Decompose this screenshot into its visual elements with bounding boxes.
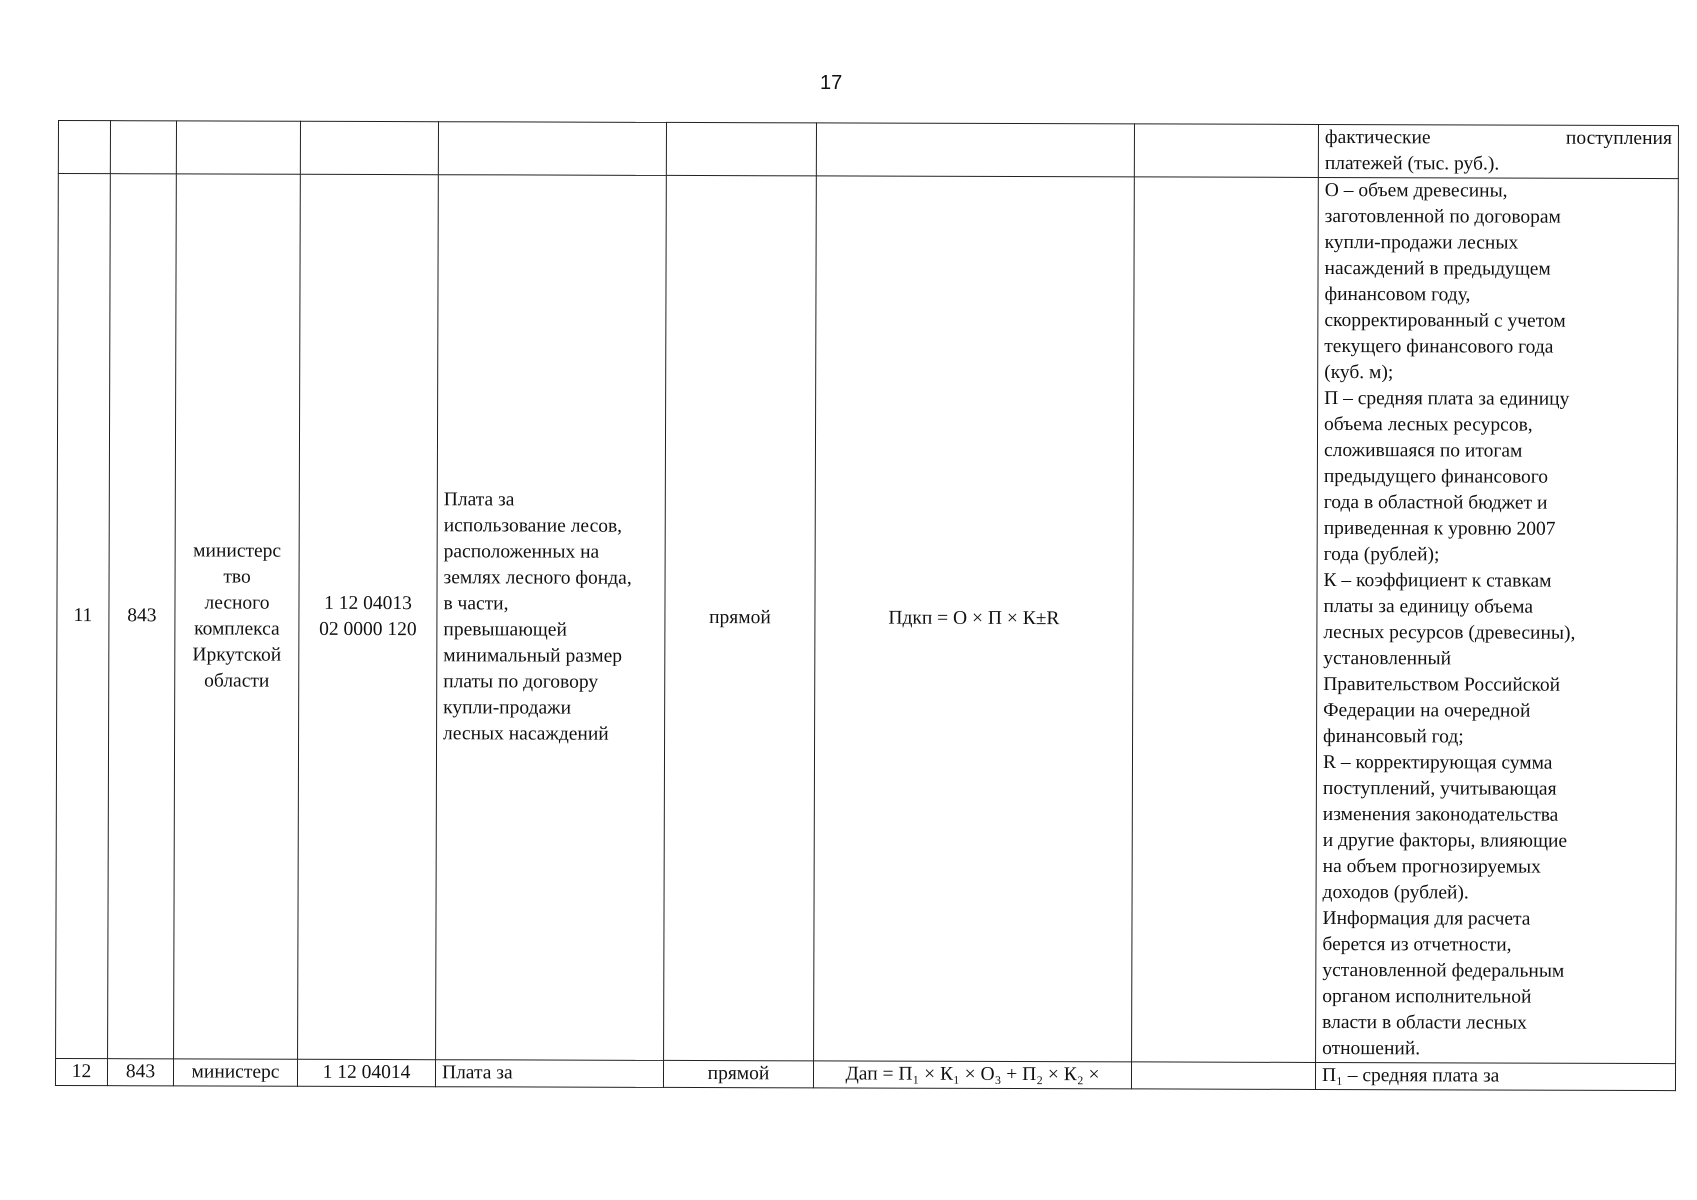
cell-revenue-name (436, 175, 667, 1061)
description-line: купли-продажи лесных (1324, 231, 1519, 254)
description-line: Информация для расчета (1322, 907, 1531, 930)
cell-formula: Дап = П₁ × К₁ × О₃ + П₂ × К₂ × (813, 1061, 1131, 1089)
description-line: предыдущего финансового (1323, 465, 1549, 488)
description-line: заготовленной по договорам (1324, 205, 1561, 228)
admin-line: комплекса (194, 618, 280, 640)
name-line: превышающей (443, 619, 567, 641)
description-line: установленный (1323, 647, 1452, 670)
description-line: текущего финансового года (1324, 335, 1554, 358)
description-line: изменения законодательства (1322, 803, 1559, 826)
description-line: (куб. м); (1324, 361, 1394, 384)
description-line: года (рублей); (1323, 543, 1440, 566)
name-line: землях лесного фонда, (443, 567, 632, 589)
cell-row-number: 11 (56, 174, 111, 1059)
description-line: платы за единицу объема (1323, 595, 1534, 618)
description-line: финансовый год; (1323, 725, 1464, 748)
table-row-11 (56, 174, 1679, 1064)
name-line: купли-продажи (443, 697, 572, 719)
admin-line: министерс (193, 540, 282, 562)
cell-forecast-method: прямой (664, 175, 817, 1060)
description-line: лесных ресурсов (древесины), (1323, 621, 1576, 644)
kbk-line: 1 12 04013 (324, 592, 412, 615)
cell-empty (1134, 124, 1318, 178)
cell-revenue-name: Плата за (435, 1060, 663, 1088)
description-line: скорректированный с учетом (1324, 309, 1566, 332)
cell-empty (58, 121, 110, 174)
description-line: и другие факторы, влияющие (1322, 829, 1568, 852)
description-line: установленной федеральным (1322, 959, 1565, 982)
name-line: платы по договору (443, 671, 599, 693)
cell-forecast-method: прямой (663, 1060, 813, 1087)
name-line: лесных насаждений (443, 723, 609, 745)
cell-administrator (174, 174, 301, 1059)
cell-kbk-code: 1 12 04014 (297, 1059, 435, 1086)
description-line: финансовом году, (1324, 283, 1471, 306)
description-line: платежей (тыс. руб.). (1324, 152, 1500, 175)
cell-empty (438, 122, 666, 176)
description-line: на объем прогнозируемых (1322, 855, 1541, 878)
admin-line: лесного (204, 592, 270, 614)
revenue-methodology-table (55, 120, 1679, 1091)
cell-description-continued (1318, 124, 1678, 178)
description-line: отношений. (1322, 1037, 1421, 1060)
admin-line: области (204, 670, 270, 692)
cell-formula: Пдкп = О × П × К±R (814, 176, 1135, 1062)
description-line: берется из отчетности, (1322, 933, 1512, 956)
description-line: власти в области лесных (1322, 1011, 1527, 1034)
description-line: R – корректирующая сумма (1322, 751, 1553, 774)
admin-line: тво (223, 566, 251, 588)
description-line: Федерации на очередной (1323, 699, 1531, 722)
description-line: объема лесных ресурсов, (1324, 413, 1533, 436)
cell-empty (300, 121, 438, 174)
name-line: в части, (443, 593, 509, 615)
name-line: минимальный размер (443, 645, 623, 667)
name-line: использование лесов, (443, 515, 623, 537)
description-line: насаждений в предыдущем (1324, 257, 1551, 280)
description-line: К – коэффициент к ставкам (1323, 569, 1552, 592)
cell-empty (110, 121, 176, 174)
cell-empty (176, 121, 300, 174)
cell-empty (666, 122, 816, 175)
name-line: расположенных на (443, 541, 600, 563)
description-line: фактические поступления (1324, 126, 1672, 150)
table-row-continuation (58, 121, 1678, 179)
cell-row-number: 12 (55, 1058, 107, 1085)
cell-empty (1131, 1062, 1315, 1090)
cell-description (1316, 177, 1679, 1063)
cell-empty (1132, 177, 1319, 1063)
cell-admin-code: 843 (108, 174, 177, 1059)
name-line: Плата за (443, 489, 515, 511)
table-row-12 (55, 1058, 1675, 1090)
cell-empty (816, 123, 1134, 177)
cell-administrator: министерс (173, 1059, 297, 1086)
description-line: доходов (рублей). (1322, 881, 1469, 904)
cell-description: П₁ – средняя плата за (1315, 1062, 1675, 1090)
description-line: года в областной бюджет и (1323, 491, 1548, 514)
cell-admin-code: 843 (107, 1059, 173, 1086)
cell-kbk-code (298, 174, 439, 1059)
description-line: органом исполнительной (1322, 985, 1532, 1008)
description-line: О – объем древесины, (1324, 179, 1508, 202)
page-number: 17 (820, 72, 843, 94)
description-line: П – средняя плата за единицу (1324, 387, 1570, 410)
kbk-line: 02 0000 120 (319, 618, 417, 641)
admin-line: Иркутской (192, 644, 282, 666)
description-line: Правительством Российской (1323, 673, 1561, 696)
description-line: сложившаяся по итогам (1323, 439, 1523, 462)
description-line: поступлений, учитывающая (1322, 777, 1557, 800)
description-line: приведенная к уровню 2007 (1323, 517, 1556, 540)
